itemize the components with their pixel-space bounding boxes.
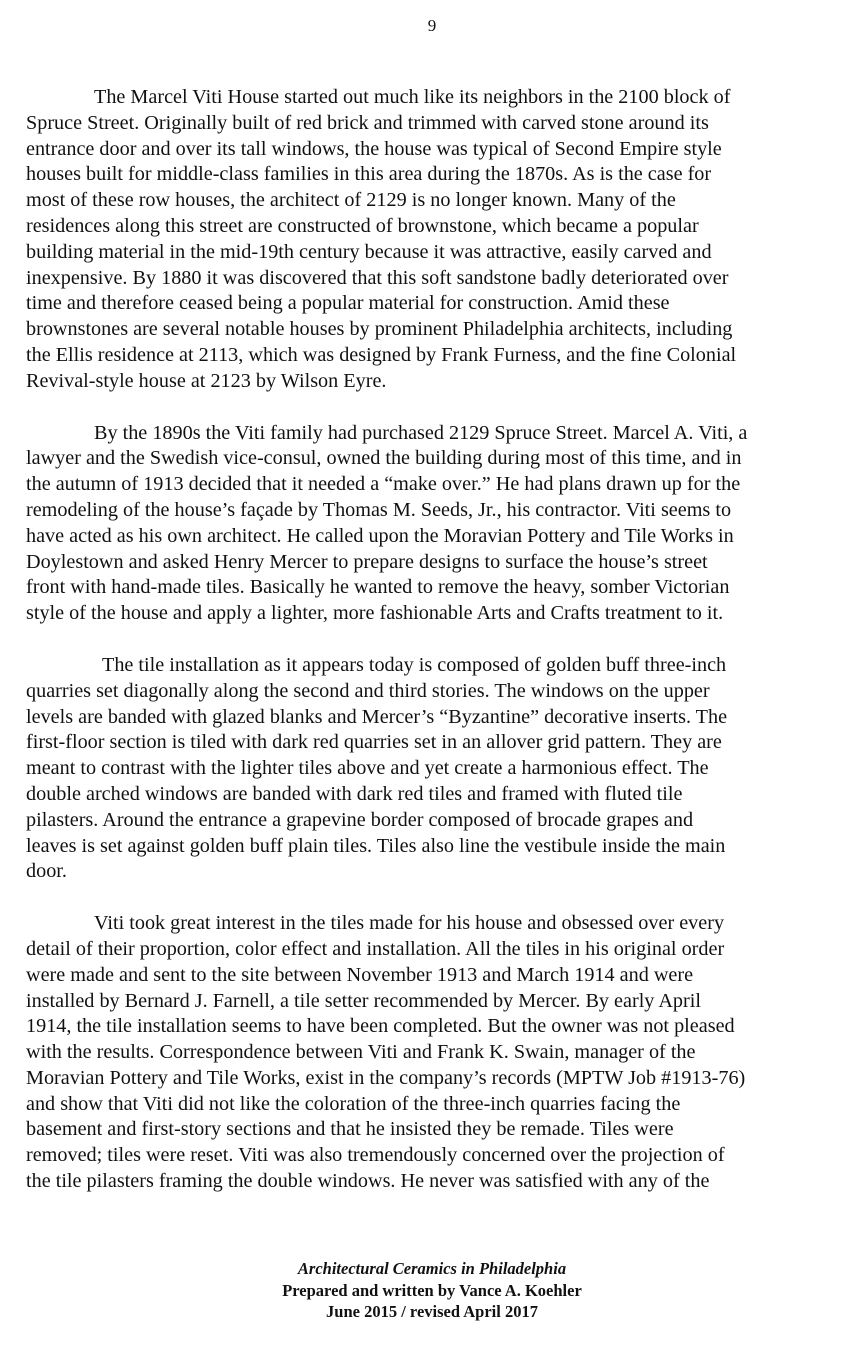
text-line: with the results. Correspondence between Viti and Frank K. Swain, manager of the <box>26 1041 696 1064</box>
text-line: houses built for middle-class families in this area during the 1870s. As is the case for <box>26 163 712 186</box>
text-line: front with hand-made tiles. Basically he wanted to remove the heavy, somber Victorian <box>26 576 730 599</box>
footer-title: Architectural Ceramics in Philadelphia <box>297 1259 567 1278</box>
text-line: By the 1890s the Viti family had purchased 2129 Spruce Street. Marcel A. Viti, a <box>94 421 748 444</box>
page-footer <box>0 1258 864 1323</box>
body-text <box>26 85 841 1221</box>
text-line: style of the house and apply a lighter, more fashionable Arts and Crafts treatment to it. <box>26 602 724 625</box>
text-line: levels are banded with glazed blanks and Mercer’s “Byzantine” decorative inserts. The <box>26 705 728 728</box>
text-line: Spruce Street. Originally built of red brick and trimmed with carved stone around its <box>26 111 709 134</box>
text-line: quarries set diagonally along the second and third stories. The windows on the upper <box>26 679 710 702</box>
text-line: and show that Viti did not like the coloration of the three-inch quarries facing the <box>26 1092 681 1115</box>
text-line: removed; tiles were reset. Viti was also tremendously concerned over the projection of <box>26 1144 725 1167</box>
text-line: leaves is set against golden buff plain tiles. Tiles also line the vestibule inside the main <box>26 834 726 857</box>
text-line: most of these row houses, the architect of 2129 is no longer known. Many of the <box>26 189 676 212</box>
text-line: double arched windows are banded with dark red tiles and framed with fluted tile <box>26 782 683 805</box>
text-line: The Marcel Viti House started out much like its neighbors in the 2100 block of <box>94 86 731 108</box>
paragraph-4 <box>26 911 841 1195</box>
text-line: Moravian Pottery and Tile Works, exist in the company’s records (MPTW Job #1913-76) <box>26 1066 746 1089</box>
text-line: Revival-style house at 2123 by Wilson Eyre. <box>26 369 387 392</box>
text-line: lawyer and the Swedish vice-consul, owned the building during most of this time, and in <box>26 447 742 470</box>
text-line: first-floor section is tiled with dark red quarries set in an allover grid pattern. They are <box>26 731 722 754</box>
text-line: detail of their proportion, color effect and installation. All the tiles in his original order <box>26 937 725 960</box>
text-line: brownstones are several notable houses by prominent Philadelphia architects, including <box>26 318 733 341</box>
text-line: were made and sent to the site between November 1913 and March 1914 and were <box>26 963 694 986</box>
text-line: door. <box>26 860 67 883</box>
text-line: entrance door and over its tall windows, the house was typical of Second Empire style <box>26 137 722 160</box>
text-line: the autumn of 1913 decided that it needed a “make over.” He had plans drawn up for the <box>26 473 741 496</box>
text-line: meant to contrast with the lighter tiles above and yet create a harmonious effect. The <box>26 757 709 780</box>
text-line: time and therefore ceased being a popular material for construction. Amid these <box>26 292 670 315</box>
paragraph-3 <box>26 653 841 885</box>
text-line: Doylestown and asked Henry Mercer to prepare designs to surface the house’s street <box>26 550 708 573</box>
page-number: 9 <box>427 16 437 35</box>
text-line: pilasters. Around the entrance a grapevine border composed of brocade grapes and <box>26 808 694 831</box>
text-line: residences along this street are constructed of brownstone, which became a popular <box>26 214 699 237</box>
text-line: have acted as his own architect. He called upon the Moravian Pottery and Tile Works in <box>26 524 734 547</box>
text-line: the tile pilasters framing the double windows. He never was satisfied with any of the <box>26 1170 710 1193</box>
paragraph-1 <box>26 85 841 395</box>
text-line: remodeling of the house’s façade by Thomas M. Seeds, Jr., his contractor. Viti seems to <box>26 498 732 521</box>
text-line: The tile installation as it appears today is composed of golden buff three-inch <box>102 653 727 676</box>
text-line: basement and first-story sections and that he insisted they be remade. Tiles were <box>26 1118 674 1141</box>
text-line: 1914, the tile installation seems to have been completed. But the owner was not pleased <box>26 1015 735 1038</box>
footer-author: Prepared and written by Vance A. Koehler <box>282 1280 582 1300</box>
text-line: Viti took great interest in the tiles made for his house and obsessed over every <box>94 912 725 935</box>
text-line: inexpensive. By 1880 it was discovered that this soft sandstone badly deteriorated over <box>26 266 729 289</box>
text-line: the Ellis residence at 2113, which was designed by Frank Furness, and the fine Colonial <box>26 343 737 366</box>
text-line: installed by Bernard J. Farnell, a tile setter recommended by Mercer. By early April <box>26 989 701 1012</box>
paragraph-2 <box>26 421 841 627</box>
text-line: building material in the mid-19th century because it was attractive, easily carved and <box>26 240 712 263</box>
footer-date: June 2015 / revised April 2017 <box>326 1302 538 1321</box>
